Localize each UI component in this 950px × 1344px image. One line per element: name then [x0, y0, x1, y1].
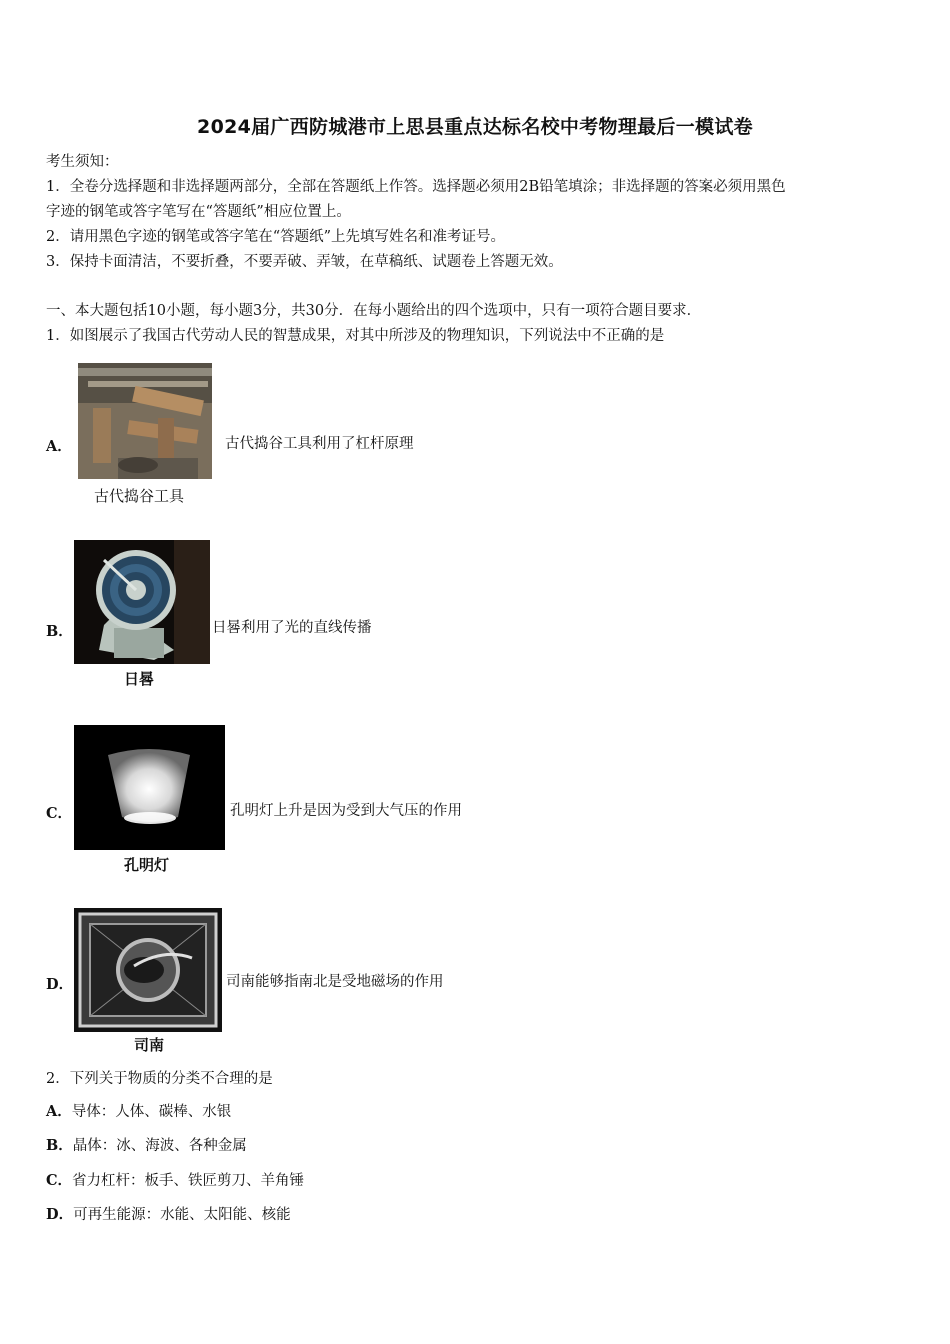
q2-option-b-letter: B． — [46, 1137, 73, 1154]
q2-option-a — [46, 1103, 231, 1121]
notice-item-3: 3．保持卡面清洁，不要折叠，不要弄破、弄皱，在草稿纸、试题卷上答题无效。 — [46, 254, 563, 270]
q1-option-c-text: 孔明灯上升是因为受到大气压的作用 — [230, 803, 462, 819]
q1-option-a-caption: 古代捣谷工具 — [94, 487, 185, 505]
q2-option-a-text: 导体：人体、碳棒、水银 — [71, 1104, 232, 1120]
q2-option-d-letter: D． — [46, 1206, 74, 1223]
q2-option-c-text: 省力杠杆：板手、铁匠剪刀、羊角锤 — [72, 1173, 305, 1189]
q1-option-c-caption: 孔明灯 — [124, 856, 170, 874]
notice-item-1-cont: 字迹的钢笔或答字笔写在“答题纸”相应位置上。 — [46, 204, 351, 220]
q1-option-d-text: 司南能够指南北是受地磁场的作用 — [226, 974, 444, 990]
notice-item-2: 2．请用黑色字迹的钢笔或答字笔在“答题纸”上先填写姓名和准考证号。 — [46, 229, 506, 245]
q1-option-d-caption: 司南 — [134, 1036, 165, 1054]
notice-heading: 考生须知： — [46, 154, 119, 170]
q1-option-b-letter: B． — [46, 623, 73, 640]
page-title: 2024届广西防城港市上思县重点达标名校中考物理最后一模试卷 — [197, 116, 753, 138]
q2-option-b — [46, 1137, 247, 1155]
q2-option-c — [46, 1172, 304, 1190]
sundial-photo — [74, 540, 210, 664]
section-one-heading: 一、本大题包括10小题，每小题3分，共30分．在每小题给出的四个选项中，只有一项符合题目要求． — [46, 303, 702, 319]
question-2-stem: 2．下列关于物质的分类不合理的是 — [46, 1071, 273, 1087]
question-1-stem: 1．如图展示了我国古代劳动人民的智慧成果，对其中所涉及的物理知识，下列说法中不正确的是 — [46, 328, 665, 344]
notice-item-1: 1．全卷分选择题和非选择题两部分，全部在答题纸上作答。选择题必须用2B铅笔填涂；非选择题的答案必须用黑色 — [46, 179, 786, 195]
q1-option-b-text: 日晷利用了光的直线传播 — [212, 620, 372, 636]
q1-option-a-letter: A． — [46, 438, 72, 455]
q1-option-c-letter: C． — [46, 805, 73, 822]
q1-option-d-letter: D． — [46, 976, 74, 993]
q1-option-b-caption: 日晷 — [124, 670, 155, 688]
q2-option-a-letter: A． — [46, 1103, 72, 1120]
q2-option-d — [46, 1206, 291, 1224]
mortar-pestle-photo — [78, 363, 212, 479]
compass-sinan-photo — [74, 908, 222, 1032]
sky-lantern-photo — [74, 725, 225, 850]
q1-option-a-text: 古代捣谷工具利用了杠杆原理 — [225, 436, 414, 452]
q2-option-d-text: 可再生能源：水能、太阳能、核能 — [73, 1207, 291, 1223]
q2-option-b-text: 晶体：冰、海波、各种金属 — [72, 1138, 247, 1154]
q2-option-c-letter: C． — [46, 1172, 73, 1189]
